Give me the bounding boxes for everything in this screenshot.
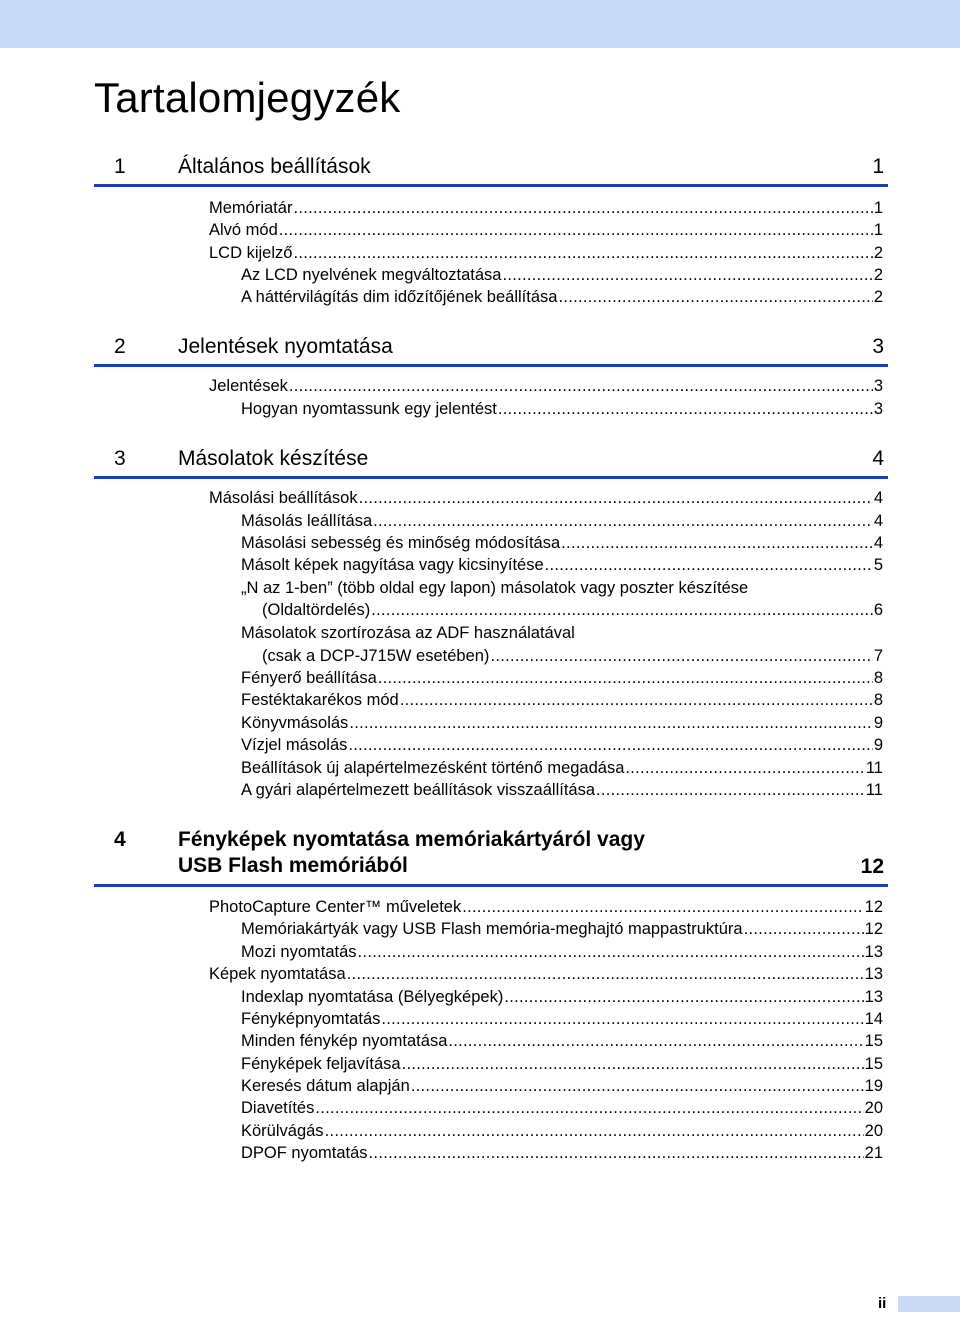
toc-subentry[interactable]: Vízjel másolás ..... 9 (241, 734, 883, 756)
toc-subentry-line1: „N az 1-ben” (több oldal egy lapon) másolatok vagy poszter készítése (241, 579, 749, 597)
chapter-title-line1: Fényképek nyomtatása memóriakártyáról vagy (178, 828, 645, 851)
toc-subentry[interactable]: Fényképek feljavítása ..... 15 (241, 1053, 883, 1075)
toc-subentry[interactable]: Keresés dátum alapján ..... 19 (241, 1075, 883, 1097)
toc-subentry[interactable]: Hogyan nyomtassunk egy jelentést ..... 3 (241, 398, 883, 420)
toc-subentry-line1: Másolatok szortírozása az ADF használatával (241, 624, 575, 642)
footer-color-band (898, 1296, 960, 1312)
toc-subentry[interactable]: Minden fénykép nyomtatása ..... 15 (241, 1030, 883, 1052)
toc-entry[interactable]: Képek nyomtatása ..... 13 (209, 963, 883, 985)
toc-subentry[interactable]: Fényképnyomtatás ..... 14 (241, 1008, 883, 1030)
chapter-title: USB Flash memóriából (178, 854, 408, 877)
chapter-heading (94, 152, 888, 187)
chapter-heading (94, 332, 888, 367)
chapter-title: Általános beállítások (178, 155, 371, 178)
toc-entry[interactable]: LCD kijelző ..... 2 (209, 242, 883, 264)
toc-subentry[interactable]: Könyvmásolás ..... 9 (241, 712, 883, 734)
chapter-number: 4 (114, 828, 126, 851)
chapter-page: 12 (860, 855, 884, 878)
chapter-heading (94, 443, 888, 479)
toc-subentry[interactable]: Indexlap nyomtatása (Bélyegképek) ..... 13 (241, 986, 883, 1008)
page-number: ii (878, 1295, 887, 1312)
chapter-page: 4 (872, 447, 884, 470)
toc-subentry[interactable]: Fényerő beállítása ..... 8 (241, 667, 883, 689)
toc-subentry[interactable]: Másolt képek nagyítása vagy kicsinyítése ..... 5 (241, 554, 883, 576)
toc-subentry[interactable]: (csak a DCP-J715W esetében) ..... 7 (262, 645, 883, 667)
toc-subentry[interactable]: A gyári alapértelmezett beállítások visszaállítása ..... 11 (241, 779, 883, 801)
toc-subentry[interactable]: Másolási sebesség és minőség módosítása ..... 4 (241, 532, 883, 554)
toc-subentry[interactable]: Memóriakártyák vagy USB Flash memória-meghajtó mappastruktúra ..... 12 (241, 918, 883, 940)
chapter-number: 1 (114, 155, 126, 178)
toc-subentry[interactable]: Másolás leállítása ..... 4 (241, 510, 883, 532)
toc-entry[interactable]: Alvó mód ..... 1 (209, 219, 883, 241)
top-color-band (0, 0, 960, 48)
chapter-title: Másolatok készítése (178, 447, 369, 470)
chapter-page: 3 (872, 335, 884, 358)
page-title: Tartalomjegyzék (94, 74, 401, 121)
chapter-page: 1 (872, 155, 884, 178)
toc-subentry[interactable]: Az LCD nyelvének megváltoztatása ..... 2 (241, 264, 883, 286)
toc-subentry[interactable]: Diavetítés ..... 20 (241, 1097, 883, 1119)
toc-subentry[interactable]: Körülvágás ..... 20 (241, 1120, 883, 1142)
chapter-heading (94, 824, 888, 887)
toc-entry[interactable]: Memóriatár ..... 1 (209, 197, 883, 219)
toc-subentry[interactable]: DPOF nyomtatás ..... 21 (241, 1142, 883, 1164)
toc-subentry[interactable]: Beállítások új alapértelmezésként történő megadása ..... 11 (241, 757, 883, 779)
chapter-number: 3 (114, 447, 126, 470)
toc-subentry[interactable]: Mozi nyomtatás ..... 13 (241, 941, 883, 963)
toc-entry[interactable]: Másolási beállítások ..... 4 (209, 487, 883, 509)
toc-entry[interactable]: PhotoCapture Center™ műveletek ..... 12 (209, 896, 883, 918)
chapter-title: Jelentések nyomtatása (178, 335, 393, 358)
toc-subentry[interactable]: A háttérvilágítás dim időzítőjének beállítása ..... 2 (241, 286, 883, 308)
toc-subentry[interactable]: (Oldaltördelés) ..... 6 (262, 599, 883, 621)
toc-entry[interactable]: Jelentések ..... 3 (209, 375, 883, 397)
toc-subentry[interactable]: Festéktakarékos mód ..... 8 (241, 689, 883, 711)
chapter-number: 2 (114, 335, 126, 358)
